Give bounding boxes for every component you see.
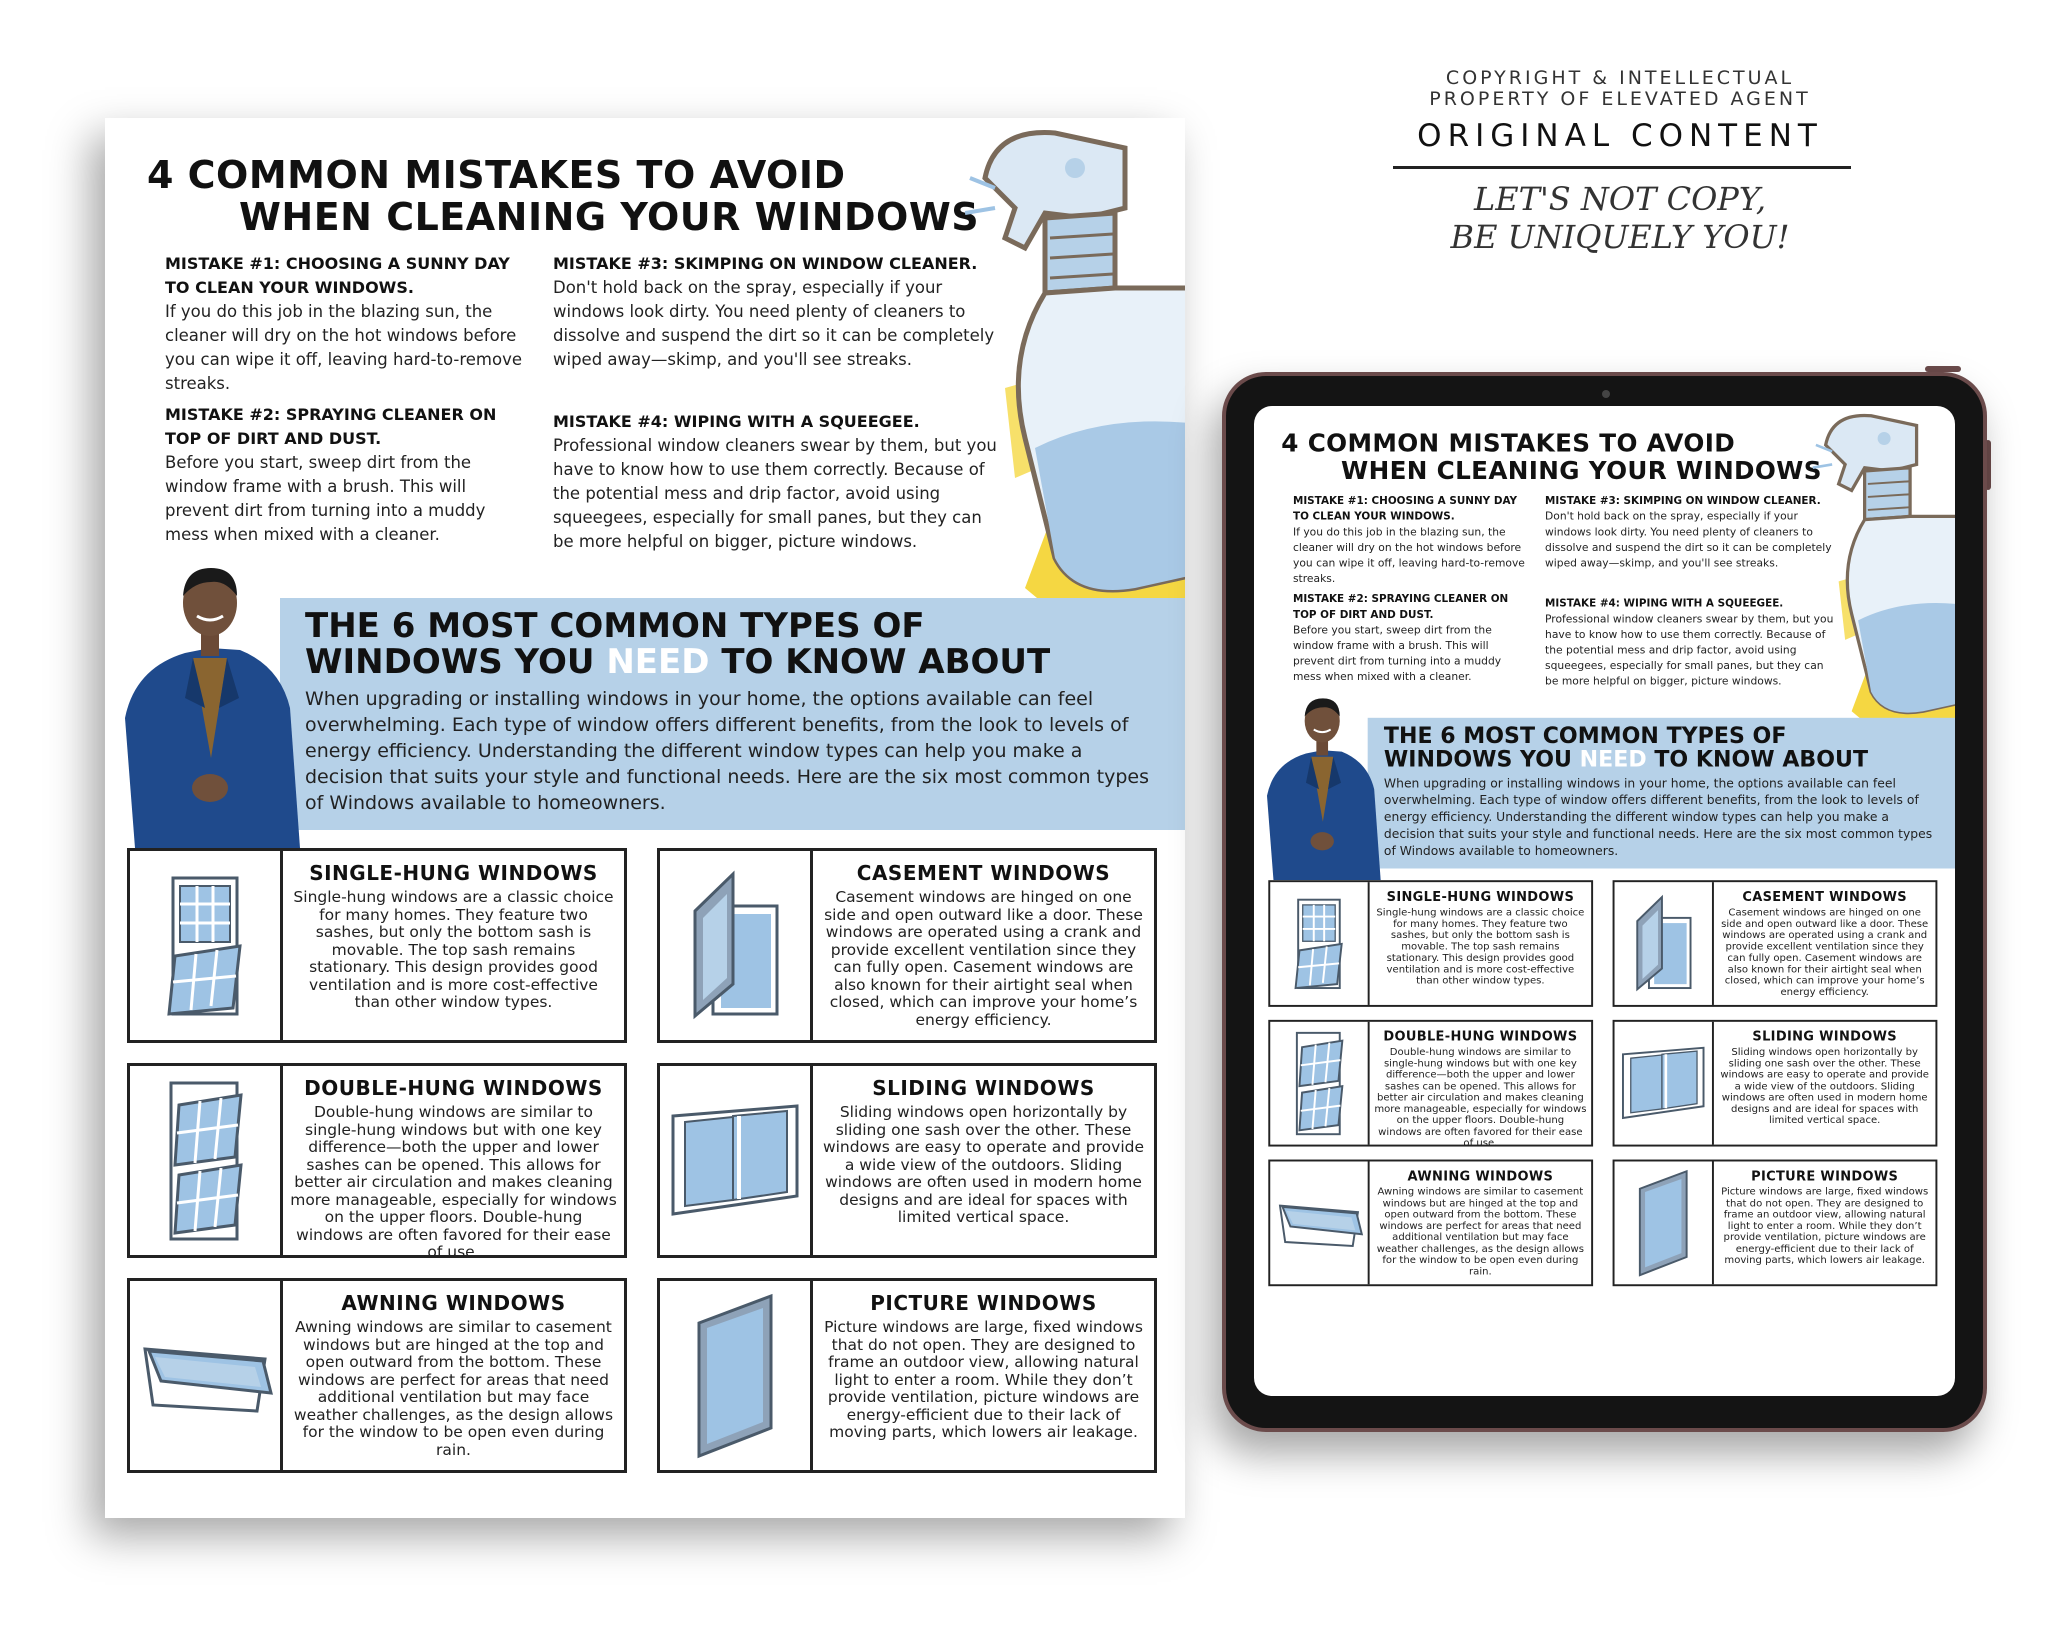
camera-icon: [1602, 390, 1610, 398]
mistake-4-body: Professional window cleaners swear by them, but you have to know how to use them correctly. Because of the potential mess and drip factor, avoid using squeegees, especially for small panes, but they can be more helpful on bigger, picture windows.: [1545, 612, 1834, 688]
mistake-3-body: Don't hold back on the spray, especially if your windows look dirty. You need plenty of cleaners to dissolve and suspend the dirt so it can be completely wiped away—skimp, and you'll see streaks.: [553, 278, 995, 369]
card-picture-body: Picture windows are large, fixed windows that do not open. They are designed to frame an outdoor view, allowing natural light to enter a room. While they don’t provide ventilation, picture windows are energy-efficient due to their lack of moving parts, which lowers air leakage.: [1721, 1185, 1929, 1266]
section-title-post: TO KNOW ABOUT: [721, 642, 1051, 682]
card-casement-title: CASEMENT WINDOWS: [1742, 888, 1907, 905]
mistake-1-heading: MISTAKE #1: CHOOSING A SUNNY DAY TO CLEAN YOUR WINDOWS.: [1292, 494, 1518, 523]
casement-window-icon: [1624, 892, 1702, 996]
tagline-line2: BE UNIQUELY YOU!: [1450, 218, 1790, 256]
card-sliding-title: SLIDING WINDOWS: [1752, 1028, 1897, 1044]
mistake-1-body: If you do this job in the blazing sun, the cleaner will dry on the hot windows before you can wipe it off, leaving hard-to-remove streaks.: [165, 302, 522, 393]
tagline-line1: LET'S NOT COPY,: [1473, 180, 1766, 218]
mistake-4: [553, 410, 1003, 554]
mistake-2-heading: MISTAKE #2: SPRAYING CLEANER ON TOP OF DIRT AND DUST.: [1292, 592, 1509, 621]
card-double-hung-body: Double-hung windows are similar to single-hung windows but with one key difference—both the upper and lower sashes can be opened. This allows for better air circulation and makes cleaning more manageable, especially for windows on the upper floors. Double-hung windows are often favored for their ease of use.: [290, 1103, 617, 1261]
mistake-4-heading: MISTAKE #4: WIPING WITH A SQUEEGEE.: [1545, 596, 1784, 610]
copyright-line1: COPYRIGHT & INTELLECTUAL: [1445, 67, 1795, 89]
mistake-2: [1293, 591, 1530, 685]
card-single-hung-body: Single-hung windows are a classic choice for many homes. They feature two sashes, but only the bottom sash is movable. The top sash remains stationary. This design provides good ventilation and is more cost-effective than other window types.: [293, 888, 614, 1011]
mistake-3: [1545, 493, 1837, 571]
card-single-hung: [1268, 880, 1593, 1007]
mistake-2: [165, 403, 530, 547]
main-title-line1: 4 COMMON MISTAKES TO AVOID: [147, 153, 846, 197]
card-picture: [657, 1278, 1157, 1473]
spray-bottle-cloth-illustration: [1813, 406, 1955, 744]
mistake-2-body: Before you start, sweep dirt from the window frame with a brush. This will prevent dirt from turning into a muddy mess when mixed with a cleaner.: [1292, 623, 1502, 683]
card-picture-title: PICTURE WINDOWS: [870, 1291, 1097, 1315]
card-casement-body: Casement windows are hinged on one side and open outward like a door. These windows are operated using a crank and provide excellent ventilation since they can fully open. Casement windows are also known for their airtight seal when closed, which can improve your home’s energy efficiency.: [824, 888, 1143, 1029]
card-double-hung: [1268, 1020, 1593, 1147]
card-double-hung-body: Double-hung windows are similar to single-hung windows but with one key difference—both the upper and lower sashes can be opened. This allows for better air circulation and makes cleaning more manageable, especially for windows on the upper floors. Double-hung windows are often favored for their ease of use.: [1374, 1045, 1587, 1149]
mistake-4-heading: MISTAKE #4: WIPING WITH A SQUEEGEE.: [553, 412, 920, 431]
main-title-line1: 4 COMMON MISTAKES TO AVOID: [1281, 428, 1736, 458]
section-title-pre: WINDOWS YOU: [305, 642, 595, 682]
sliding-window-icon: [1618, 1041, 1709, 1125]
mistake-1: [1293, 493, 1530, 587]
card-awning-title: AWNING WINDOWS: [1407, 1167, 1554, 1184]
mistake-4: [1545, 596, 1837, 690]
card-awning: [1268, 1160, 1593, 1287]
agent-photo: [1260, 692, 1383, 880]
card-single-hung: [127, 848, 627, 1043]
card-awning-title: AWNING WINDOWS: [341, 1291, 566, 1315]
card-picture-body: Picture windows are large, fixed windows that do not open. They are designed to frame an outdoor view, allowing natural light to enter a room. While they don’t provide ventilation, picture windows are energy-efficient due to their lack of moving parts, which lowers air leakage.: [824, 1318, 1143, 1441]
mistake-3-body: Don't hold back on the spray, especially if your windows look dirty. You need plenty of cleaners to dissolve and suspend the dirt so it can be completely wiped away—skimp, and you'll see streaks.: [1545, 509, 1832, 570]
awning-window-icon: [135, 1311, 275, 1441]
main-title: [1281, 429, 1822, 484]
tablet-mockup: [1222, 372, 1987, 1432]
mistake-4-body: Professional window cleaners swear by them, but you have to know how to use them correctly. Because of the potential mess and drip factor, avoid using squeegees, especially for small panes, but they can be more helpful on bigger, picture windows.: [553, 436, 997, 551]
card-single-hung-body: Single-hung windows are a classic choice for many homes. They feature two sashes, but only the bottom sash is movable. The top sash remains stationary. This design provides good ventilation and is more cost-effective than other window types.: [1376, 906, 1585, 987]
card-casement: [1613, 880, 1938, 1007]
card-double-hung: [127, 1063, 627, 1261]
section-title-pre: WINDOWS YOU: [1383, 746, 1572, 773]
card-casement: [657, 848, 1157, 1043]
single-hung-window-icon: [145, 866, 265, 1026]
card-awning-body: Awning windows are similar to casement windows but are hinged at the top and open outward from the bottom. These windows are perfect for areas that need additional ventilation but may face weather challenges, as the design allows for the window to be open even during rain.: [1376, 1185, 1585, 1277]
mistake-3-heading: MISTAKE #3: SKIMPING ON WINDOW CLEANER.: [553, 254, 978, 273]
mistake-2-body: Before you start, sweep dirt from the window frame with a brush. This will prevent dirt from turning into a muddy mess when mixed with a cleaner.: [165, 453, 486, 544]
section-title: [305, 608, 1050, 680]
awning-window-icon: [1273, 1181, 1364, 1265]
section-intro: When upgrading or installing windows in your home, the options available can feel overwhelming. Each type of window offers different benefits, from the look to levels of energy efficiency. Understanding the different window types can help you make a decision that suits your style and functional needs. Here are the six most common types of Windows available to homeowners.: [1383, 776, 1933, 859]
mistake-2-heading: MISTAKE #2: SPRAYING CLEANER ON TOP OF DIRT AND DUST.: [165, 405, 497, 448]
single-hung-window-icon: [1280, 892, 1358, 996]
card-sliding-title: SLIDING WINDOWS: [872, 1076, 1095, 1100]
sliding-window-icon: [665, 1096, 805, 1226]
spray-bottle-cloth-illustration: [965, 118, 1185, 638]
card-double-hung-title: DOUBLE-HUNG WINDOWS: [304, 1076, 603, 1100]
mistake-1-body: If you do this job in the blazing sun, the cleaner will dry on the hot windows before you can wipe it off, leaving hard-to-remove streaks.: [1292, 525, 1525, 585]
casement-window-icon: [675, 866, 795, 1026]
section-title-line1: THE 6 MOST COMMON TYPES OF: [305, 606, 925, 646]
card-casement-body: Casement windows are hinged on one side and open outward like a door. These windows are operated using a crank and provide excellent ventilation since they can fully open. Casement windows are also known for their airtight seal when closed, which can improve your home’s energy efficiency.: [1721, 906, 1929, 998]
copyright-line2: PROPERTY OF ELEVATED AGENT: [1429, 88, 1811, 110]
section-intro: When upgrading or installing windows in your home, the options available can feel overwhelming. Each type of window offers different benefits, from the look to levels of energy efficiency. Understanding the different window types can help you make a decision that suits your style and functional needs. Here are the six most common types of Windows available to homeowners.: [305, 688, 1149, 814]
card-picture-title: PICTURE WINDOWS: [1751, 1167, 1899, 1184]
picture-window-icon: [1624, 1166, 1702, 1280]
flyer-sheet: [105, 118, 1185, 1518]
divider: [1393, 166, 1851, 169]
card-picture: [1613, 1160, 1938, 1287]
section-title-line1: THE 6 MOST COMMON TYPES OF: [1383, 723, 1787, 749]
main-title-line2: WHEN CLEANING YOUR WINDOWS: [1341, 456, 1822, 485]
mistake-3: [553, 252, 1003, 372]
card-single-hung-title: SINGLE-HUNG WINDOWS: [1386, 888, 1575, 905]
original-content-label: ORIGINAL CONTENT: [1417, 118, 1823, 154]
section-title-post: TO KNOW ABOUT: [1654, 746, 1869, 773]
card-awning-body: Awning windows are similar to casement windows but are hinged at the top and open outward from the bottom. These windows are perfect for areas that need additional ventilation but may face weather challenges, as the design allows for the window to be open even during rain.: [293, 1318, 614, 1459]
tagline: [1385, 180, 1855, 256]
card-sliding: [1613, 1020, 1938, 1147]
card-sliding-body: Sliding windows open horizontally by sliding one sash over the other. These windows are easy to operate and provide a wide view of the outdoors. Sliding windows are often used in modern home designs and are ideal for spaces with limited vertical space.: [1720, 1045, 1929, 1126]
card-sliding-body: Sliding windows open horizontally by sliding one sash over the other. These windows are easy to operate and provide a wide view of the outdoors. Sliding windows are often used in modern home designs and are ideal for spaces with limited vertical space.: [822, 1103, 1145, 1226]
card-awning: [127, 1278, 627, 1473]
main-title-line2: WHEN CLEANING YOUR WINDOWS: [239, 195, 980, 239]
mistake-3-heading: MISTAKE #3: SKIMPING ON WINDOW CLEANER.: [1545, 494, 1821, 507]
double-hung-window-icon: [145, 1073, 265, 1248]
tablet-flyer-content: [1254, 406, 1955, 1315]
agent-photo: [115, 558, 305, 848]
section-title-highlight: NEED: [606, 642, 710, 682]
main-title: [147, 154, 979, 238]
double-hung-window-icon: [1280, 1026, 1358, 1140]
card-sliding: [657, 1063, 1157, 1258]
section-title-highlight: NEED: [1579, 746, 1647, 773]
copyright-notice: [1385, 68, 1855, 110]
mistake-1-heading: MISTAKE #1: CHOOSING A SUNNY DAY TO CLEAN YOUR WINDOWS.: [165, 254, 510, 297]
section-title: [1384, 724, 1868, 771]
tablet-screen: [1254, 406, 1955, 1396]
card-casement-title: CASEMENT WINDOWS: [856, 861, 1111, 885]
card-double-hung-title: DOUBLE-HUNG WINDOWS: [1383, 1028, 1578, 1044]
mistake-1: [165, 252, 530, 396]
card-single-hung-title: SINGLE-HUNG WINDOWS: [309, 861, 598, 885]
picture-window-icon: [675, 1288, 795, 1463]
